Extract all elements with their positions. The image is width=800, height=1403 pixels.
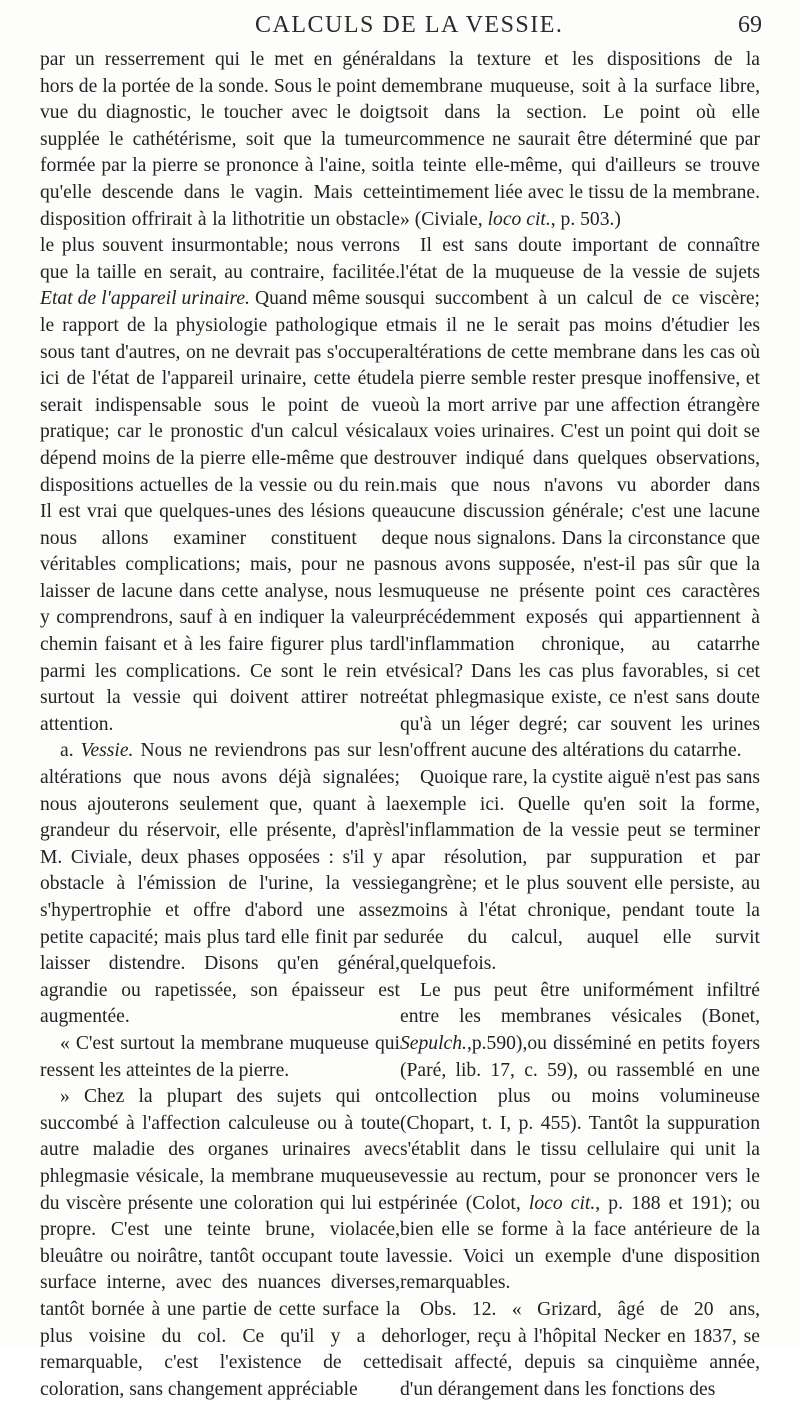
section-heading-bladder: Vessie. xyxy=(80,740,134,762)
paragraph-text: Nous ne reviendrons pas sur les altérations que nous avons déjà signalées; nous ajouterons seulement que, quant à la grandeur du réservoir, elle présente, d'après M. Civiale, deux phases opposées : s'il y a obstacle à l'émission de l'urine, la vessie s'hypertrophie et offre d'abord une assez petite capacité; mais plus tard elle finit par se laisser distendre. Disons qu'en général, agrandie ou rapetissée, son épaisseur est augmentée. xyxy=(40,740,400,1028)
paragraph-text: par un resserrement qui le met en général hors de la portée de la sonde. Sous le point de vue du diagnostic, le toucher avec le doigt supplée le cathétérisme, soit que la tumeur formée par la pierre se prononce à l'aine, soit qu'elle descende dans le vagin. Mais cette disposition offrirait à la lithotritie un obstacle le plus souvent insurmontable; nous verrons que la taille en serait, au contraire, facilitée. xyxy=(40,49,400,283)
page-number: 69 xyxy=(738,12,762,38)
paragraph-text: Le pus peut être uniformément infiltré entre les membranes vésicales (Bonet, xyxy=(400,979,760,1028)
citation: Sepulch. xyxy=(400,1032,467,1054)
paragraph: Obs. 12. « Grizard, âgé de 20 ans, horloger, reçu à l'hôpital Necker en 1837, se disait affecté, depuis sa cinquième année, d'un dérangement dans les fonctions des xyxy=(400,1298,760,1400)
paragraph-text: ,p.590),ou disséminé en petits foyers (Paré, lib. 17, c. 59), ou rassemblé en une collection plus ou moins volumineuse (Chopart, t. I, p. 455). Tantôt la suppuration s'établit dans le tissu cellulaire qui unit la vessie au rectum, pour se prononcer vers le périnée (Colot, xyxy=(400,1032,760,1214)
citation: loco cit. xyxy=(528,1192,596,1214)
list-marker: a. xyxy=(60,740,81,762)
section-heading-urinary-apparatus: Etat de l'appareil urinaire. xyxy=(40,288,250,310)
paragraph-text: dans la texture et les dispositions de la membrane muqueuse, soit à la surface libre, soit dans la section. Le point où elle commence ne saurait être déterminé que par la teinte elle-même, qui d'ailleurs se trouve intimement liée avec le tissu de la membrane. » (Civiale, xyxy=(400,49,760,230)
paragraph: Quoique rare, la cystite aiguë n'est pas sans exemple ici. Quelle qu'en soit la forme, l'inflammation de la vessie peut se terminer par résolution, par suppuration et par gangrène; et le plus souvent elle persiste, au moins à l'état chronique, pendant toute la durée du calcul, auquel elle survit quelquefois. xyxy=(400,767,760,975)
paragraph: « C'est surtout la membrane muqueuse qui ressent les atteintes de la pierre. xyxy=(40,1032,400,1081)
paragraph xyxy=(400,47,760,233)
paragraph: » Chez la plupart des sujets qui ont succombé à l'affection calculeuse ou à toute autre maladie des organes urinaires avec phlegmasie vésicale, la membrane muqueuse du viscère présente une coloration qui lui est propre. C'est une teinte brune, violacée, bleuâtre ou noirâtre, tantôt occupant toute la surface interne, avec des nuances diverses, tantôt bornée à une partie de cette surface la plus voisine du col. Ce qu'il y a de remarquable, c'est l'existence de cette coloration, sans changement appréciable xyxy=(40,1086,400,1400)
running-head xyxy=(0,12,800,42)
right-column xyxy=(400,47,760,1403)
paragraph: Il est sans doute important de connaître l'état de la muqueuse de la vessie de sujets qui succombent à un calcul de ce viscère; mais il ne le serait pas moins d'étudier les altérations de cette membrane dans les cas où la pierre semble rester presque inoffensive, et où la mort arrive par une affection étrangère aux voies urinaires. C'est un point qui doit se trouver indiqué dans quelques observations, mais que nous n'avons vu aborder dans aucune discussion générale; c'est une lacune que nous signalons. Dans la circonstance que nous avons supposée, n'est-il pas sûr que la muqueuse ne présente point ces caractères précédemment exposés qui appartiennent à l'inflammation chronique, au catarrhe vésical? Dans les cas plus favorables, si cet état phlegmasique existe, ce n'est sans doute qu'à un léger degré; car souvent les urines n'offrent aucune des altérations du catarrhe. xyxy=(400,235,760,762)
left-column xyxy=(40,47,400,1403)
paragraph-text: Quand même sous le rapport de la physiologie pathologique et sous tant d'autres, on ne devrait pas s'occuper ici de l'état de l'appareil urinaire, cette étude serait indispensable sous le point de vue pratique; car le pronostic d'un calcul vésical dépend moins de la pierre elle-même que des dispositions actuelles de la vessie ou du rein. Il est vrai que quelques-unes des lésions que nous allons examiner constituent de véritables complications; mais, pour ne pas laisser de lacune dans cette analyse, nous les y comprendrons, sauf à en indiquer la valeur chemin faisant et à les faire figurer plus tard parmi les complications. Ce sont le rein et surtout la vessie qui doivent attirer notre attention. xyxy=(40,288,401,735)
paragraph xyxy=(400,978,760,1297)
paragraph xyxy=(40,47,400,738)
citation: loco cit. xyxy=(487,208,551,230)
paragraph-text: , p. 188 et 191); ou bien elle se forme à la face antérieure de la vessie. Voici un exemple d'une disposition remarquables. xyxy=(400,1192,760,1294)
paragraph-text: , p. 503.) xyxy=(550,208,621,230)
paragraph xyxy=(40,738,400,1031)
running-head-title: CALCULS DE LA VESSIE. xyxy=(255,12,564,38)
